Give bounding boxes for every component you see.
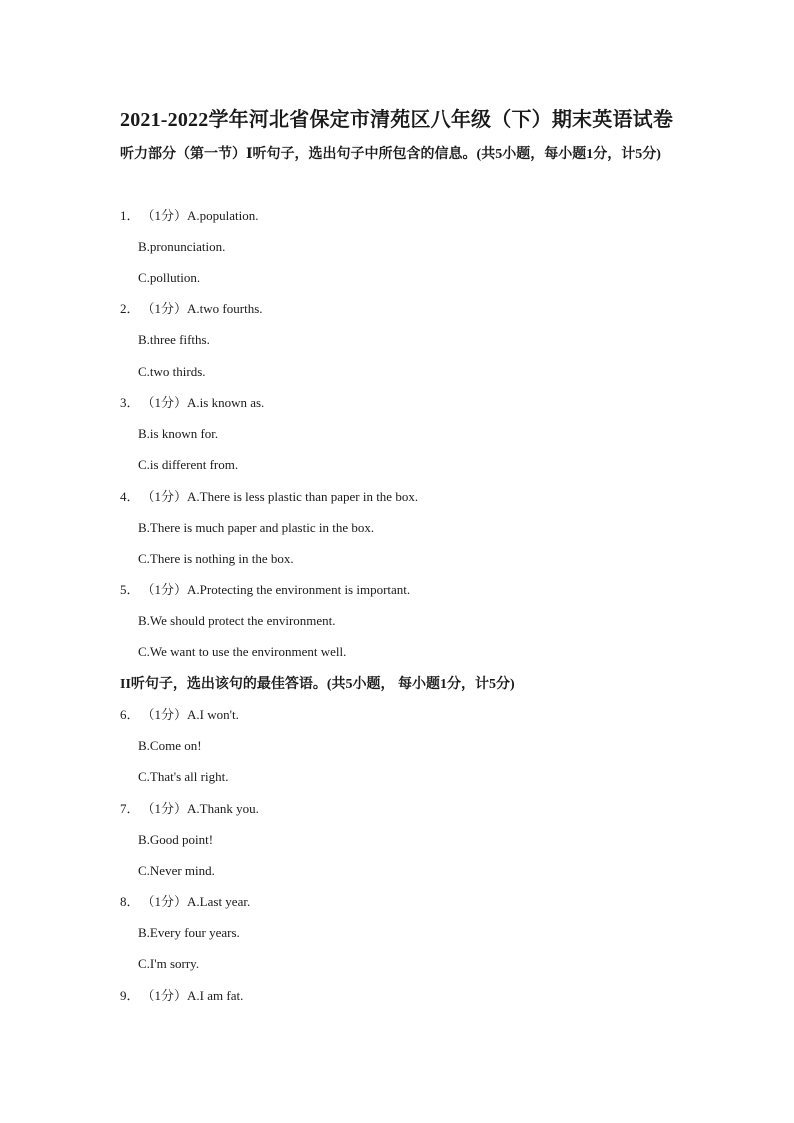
question-number: 2．	[120, 301, 140, 316]
question-number: 6．	[120, 707, 140, 722]
question-score: （1分）	[141, 489, 188, 504]
option-c: C.Never mind.	[138, 863, 215, 878]
option-c: C.We want to use the environment well.	[138, 644, 347, 659]
question-score: （1分）	[141, 208, 188, 223]
question-number: 1．	[120, 208, 140, 223]
option-a: A.I am fat.	[187, 988, 244, 1003]
question-score: （1分）	[141, 801, 188, 816]
question-6	[120, 706, 239, 724]
question-number: 9．	[120, 988, 140, 1003]
question-score: （1分）	[141, 707, 188, 722]
option-a: A.Protecting the environment is important.	[187, 582, 411, 597]
question-number: 5．	[120, 582, 140, 597]
option-a: A.Thank you.	[187, 801, 259, 816]
question-score: （1分）	[141, 301, 188, 316]
question-number: 4．	[120, 489, 140, 504]
option-a: A.is known as.	[187, 395, 265, 410]
question-number: 7．	[120, 801, 140, 816]
question-score: （1分）	[141, 894, 188, 909]
question-score: （1分）	[141, 988, 188, 1003]
question-score: （1分）	[141, 582, 188, 597]
option-a: A.population.	[187, 208, 259, 223]
option-b: B.pronunciation.	[138, 239, 226, 254]
question-8	[120, 893, 250, 911]
question-7	[120, 800, 259, 818]
section-heading-listening-2: II听句子，选出该句的最佳答语。(共5小题， 每小题1分，计5分)	[120, 677, 515, 692]
option-c: C.pollution.	[138, 270, 201, 285]
option-b: B.is known for.	[138, 426, 219, 441]
question-3	[120, 394, 264, 412]
option-b: B.Every four years.	[138, 925, 240, 940]
option-c: C.two thirds.	[138, 364, 206, 379]
option-c: C.That's all right.	[138, 769, 229, 784]
option-b: B.Come on!	[138, 738, 202, 753]
option-a: A.There is less plastic than paper in the box.	[187, 489, 419, 504]
option-a: A.I won't.	[187, 707, 239, 722]
question-5	[120, 581, 410, 599]
option-b: B.three fifths.	[138, 332, 210, 347]
page-title: 2021-2022学年河北省保定市清苑区八年级（下）期末英语试卷	[120, 109, 674, 131]
question-number: 3．	[120, 395, 140, 410]
option-b: B.Good point!	[138, 832, 214, 847]
option-a: A.two fourths.	[187, 301, 263, 316]
option-a: A.Last year.	[187, 894, 251, 909]
option-c: C.is different from.	[138, 457, 239, 472]
option-b: B.We should protect the environment.	[138, 613, 336, 628]
question-score: （1分）	[141, 395, 188, 410]
question-number: 8．	[120, 894, 140, 909]
question-9	[120, 987, 243, 1005]
question-1	[120, 207, 259, 225]
question-4	[120, 488, 418, 506]
option-c: C.There is nothing in the box.	[138, 551, 294, 566]
option-b: B.There is much paper and plastic in the box.	[138, 520, 375, 535]
section-heading-listening-1: 听力部分（第一节）Ⅰ听句子，选出句子中所包含的信息。(共5小题，每小题1分，计5分)	[120, 147, 661, 162]
question-2	[120, 300, 263, 318]
option-c: C.I'm sorry.	[138, 956, 200, 971]
